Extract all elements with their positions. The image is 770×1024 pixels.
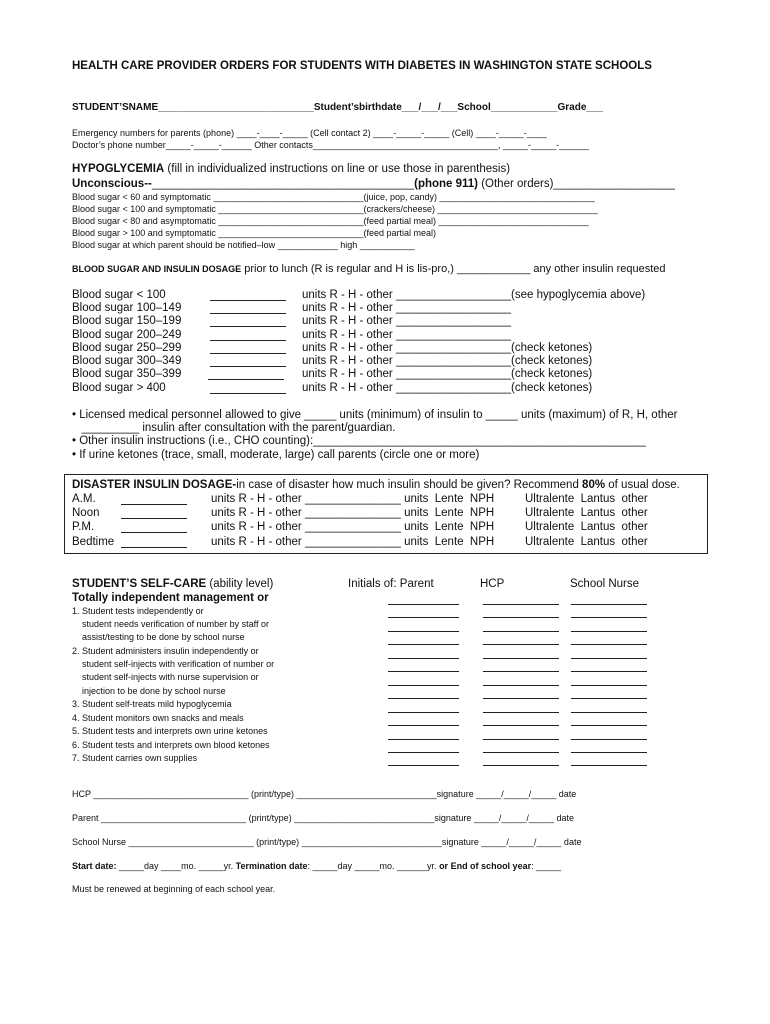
dosage-units: units R - H - other __________________	[302, 368, 512, 380]
disaster-units: units R - H - other _______________ units Lente NPH	[211, 536, 495, 548]
emergency-numbers-line: Emergency numbers for parents (phone) ____-____-_____ (Cell contact 2) ____-_____-_____ (Cell) ____-_____-____	[72, 128, 547, 138]
page-title: HEALTH CARE PROVIDER ORDERS FOR STUDENTS WITH DIABETES IN WASHINGTON STATE SCHOOLS	[72, 60, 652, 72]
initials-parent-label: Initials of: Parent	[348, 578, 434, 590]
disaster-types: Ultralente Lantus other	[525, 507, 648, 519]
nurse-signature-line: School Nurse _________________________ (print/type) ____________________________signature _____/_____/_____ date	[72, 837, 582, 847]
selfcare-item: student needs verification of number by staff or	[72, 619, 269, 629]
dosage-range: Blood sugar 300–349	[72, 355, 182, 367]
selfcare-item: student self-injects with nurse supervision or	[72, 672, 259, 682]
disaster-heading: DISASTER INSULIN DOSAGE-in case of disaster how much insulin should be given? Recommend 80% of usual dose.	[72, 479, 680, 491]
disaster-units: units R - H - other _______________ units Lente NPH	[211, 521, 495, 533]
selfcare-item: 2. Student administers insulin independently or	[72, 646, 259, 656]
disaster-time: Noon	[72, 507, 100, 519]
hypo-row: Blood sugar at which parent should be notified–low ____________ high ___________	[72, 240, 415, 250]
hcp-signature-line: HCP _______________________________ (print/type) ____________________________signature _____/_____/_____ date	[72, 789, 577, 799]
dosage-range: Blood sugar 350–399	[72, 368, 182, 380]
dosage-units: units R - H - other __________________	[302, 342, 512, 354]
dosage-range: Blood sugar > 400	[72, 382, 166, 394]
student-info-line: STUDENT’SNAME____________________________Student’sbirthdate___/___/___School____________Grade___	[72, 102, 604, 113]
dosage-heading: BLOOD SUGAR AND INSULIN DOSAGE prior to lunch (R is regular and H is lis-pro,) ____________ any other insulin requested	[72, 263, 666, 275]
selfcare-item: assist/testing to be done by school nurse	[72, 632, 245, 642]
selfcare-item: 3. Student self-treats mild hypoglycemia	[72, 699, 232, 709]
dates-line: Start date: _____day ____mo. _____yr. Termination date: _____day _____mo. ______yr. or End of school year: _____	[72, 861, 562, 871]
disaster-types: Ultralente Lantus other	[525, 536, 648, 548]
hypoglycemia-heading: HYPOGLYCEMIA (fill in individualized instructions on line or use those in parenthesis)	[72, 163, 511, 175]
dosage-range: Blood sugar 150–199	[72, 315, 182, 327]
selfcare-item: student self-injects with verification of number or	[72, 659, 275, 669]
disaster-time: Bedtime	[72, 536, 115, 548]
hypo-row: Blood sugar < 60 and symptomatic ______________________________(juice, pop, candy) _______________________________	[72, 192, 595, 202]
doctor-phone-line: Doctor’s phone number_____-_____-______ Other contacts_____________________________________, _____-_____-______	[72, 140, 590, 150]
dosage-units: units R - H - other __________________	[302, 315, 512, 327]
hypo-row: Blood sugar < 80 and asymptomatic _____________________________(feed partial meal) ______________________________	[72, 216, 589, 226]
unconscious-line: Unconscious--_________________________________________(phone 911) (Other orders)___________________	[72, 178, 675, 190]
dosage-note: (check ketones)	[511, 355, 593, 367]
insulin-bullet: _________ insulin after consultation with the parent/guardian.	[72, 422, 396, 434]
initials-hcp-label: HCP	[480, 578, 505, 590]
dosage-units: units R - H - other __________________	[302, 289, 512, 301]
selfcare-item: 6. Student tests and interprets own blood ketones	[72, 740, 270, 750]
dosage-note: (check ketones)	[511, 382, 593, 394]
dosage-note: (check ketones)	[511, 342, 593, 354]
parent-signature-line: Parent _____________________________ (print/type) ____________________________signature _____/_____/_____ date	[72, 813, 574, 823]
disaster-units: units R - H - other _______________ units Lente NPH	[211, 507, 495, 519]
dosage-range: Blood sugar 200–249	[72, 329, 182, 341]
dosage-range: Blood sugar 100–149	[72, 302, 182, 314]
selfcare-item: 7. Student carries own supplies	[72, 753, 198, 763]
selfcare-item: 5. Student tests and interprets own urine ketones	[72, 726, 268, 736]
dosage-range: Blood sugar < 100	[72, 289, 166, 301]
selfcare-heading: STUDENT’S SELF-CARE (ability level)	[72, 578, 274, 590]
dosage-units: units R - H - other __________________	[302, 329, 512, 341]
disaster-units: units R - H - other _______________ units Lente NPH	[211, 493, 495, 505]
disaster-types: Ultralente Lantus other	[525, 521, 648, 533]
independent-management-label: Totally independent management or	[72, 592, 269, 604]
disaster-time: P.M.	[72, 521, 95, 533]
hypo-row: Blood sugar < 100 and symptomatic _____________________________(crackers/cheese) ________________________________	[72, 204, 598, 214]
insulin-bullet: • If urine ketones (trace, small, moderate, large) call parents (circle one or more)	[72, 449, 480, 461]
selfcare-item: 4. Student monitors own snacks and meals	[72, 713, 244, 723]
selfcare-item: 1. Student tests independently or	[72, 606, 204, 616]
dosage-units: units R - H - other __________________	[302, 355, 512, 367]
dosage-range: Blood sugar 250–299	[72, 342, 182, 354]
renewal-note: Must be renewed at beginning of each school year.	[72, 884, 276, 894]
insulin-bullet: • Other insulin instructions (i.e., CHO counting):____________________________________________________	[72, 435, 646, 447]
disaster-types: Ultralente Lantus other	[525, 493, 648, 505]
dosage-note: (check ketones)	[511, 368, 593, 380]
insulin-bullet: • Licensed medical personnel allowed to give _____ units (minimum) of insulin to _____ units (maximum) of R, H, other	[72, 409, 678, 421]
hypo-row: Blood sugar > 100 and symptomatic _____________________________(feed partial meal)	[72, 228, 437, 238]
dosage-units: units R - H - other __________________	[302, 302, 512, 314]
dosage-note: (see hypoglycemia above)	[511, 289, 646, 301]
disaster-time: A.M.	[72, 493, 96, 505]
initials-nurse-label: School Nurse	[570, 578, 640, 590]
selfcare-item: injection to be done by school nurse	[72, 686, 226, 696]
dosage-units: units R - H - other __________________	[302, 382, 512, 394]
